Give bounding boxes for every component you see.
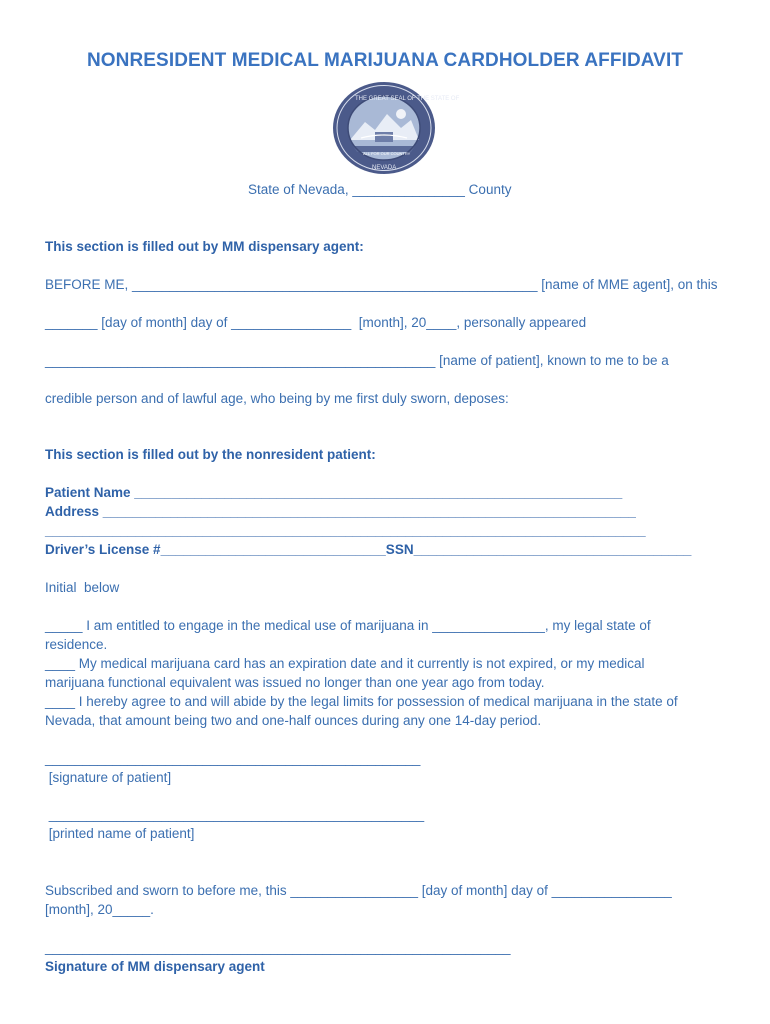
agent-section-heading: This section is filled out by MM dispensary agent: bbox=[45, 239, 364, 254]
printed-name-line: __________________________________________________ bbox=[45, 807, 425, 822]
statement-3-line-1: ____ I hereby agree to and will abide by the legal limits for possession of medical marijuana in the state of bbox=[45, 694, 678, 709]
initial-below-label: Initial below bbox=[45, 580, 120, 595]
sworn-line-1: Subscribed and sworn to before me, this _________________ [day of month] day of ________________ bbox=[45, 883, 672, 898]
agent-line-3: ____________________________________________________ [name of patient], known to me to be a bbox=[45, 353, 669, 368]
seal-state-text: NEVADA bbox=[372, 165, 397, 171]
document-title: NONRESIDENT MEDICAL MARIJUANA CARDHOLDER AFFIDAVIT bbox=[86, 50, 684, 71]
address-continuation-field: ________________________________________________________________________________ bbox=[45, 523, 646, 538]
patient-section-heading: This section is filled out by the nonresident patient: bbox=[45, 447, 376, 462]
sworn-line-2: [month], 20_____. bbox=[45, 902, 154, 917]
printed-name-label: [printed name of patient] bbox=[45, 826, 195, 841]
venue-line: State of Nevada, _______________ County bbox=[248, 182, 512, 197]
patient-signature-line: __________________________________________________ bbox=[45, 751, 421, 766]
statement-1-line-2: residence. bbox=[45, 637, 108, 652]
agent-line-1: BEFORE ME, ______________________________________________________ [name of MME agent], on this bbox=[45, 277, 718, 292]
agent-signature-line: ______________________________________________________________ bbox=[45, 940, 511, 955]
address-field: Address _______________________________________________________________________ bbox=[45, 504, 636, 519]
license-ssn-field: Driver’s License #______________________________SSN_____________________________________ bbox=[45, 542, 692, 557]
patient-name-field: Patient Name _________________________________________________________________ bbox=[45, 485, 623, 500]
seal-motto-text: ALL FOR OUR COUNTRY bbox=[363, 151, 411, 156]
patient-signature-label: [signature of patient] bbox=[45, 770, 172, 785]
nevada-state-seal bbox=[331, 80, 460, 176]
agent-line-4: credible person and of lawful age, who being by me first duly sworn, deposes: bbox=[45, 391, 509, 406]
statement-3-line-2: Nevada, that amount being two and one-half ounces during any one 14-day period. bbox=[45, 713, 542, 728]
agent-line-2: _______ [day of month] day of ________________ [month], 20____, personally appeared bbox=[45, 315, 587, 330]
statement-2-line-2: marijuana functional equivalent was issued no longer than one year ago from today. bbox=[45, 675, 545, 690]
statement-2-line-1: ____ My medical marijuana card has an expiration date and it currently is not expired, or my medical bbox=[45, 656, 645, 671]
seal-ring-text: THE GREAT SEAL OF THE STATE OF bbox=[355, 96, 460, 102]
agent-signature-label: Signature of MM dispensary agent bbox=[45, 959, 265, 974]
statement-1-line-1: _____ I am entitled to engage in the medical use of marijuana in _______________, my legal state of bbox=[45, 618, 651, 633]
